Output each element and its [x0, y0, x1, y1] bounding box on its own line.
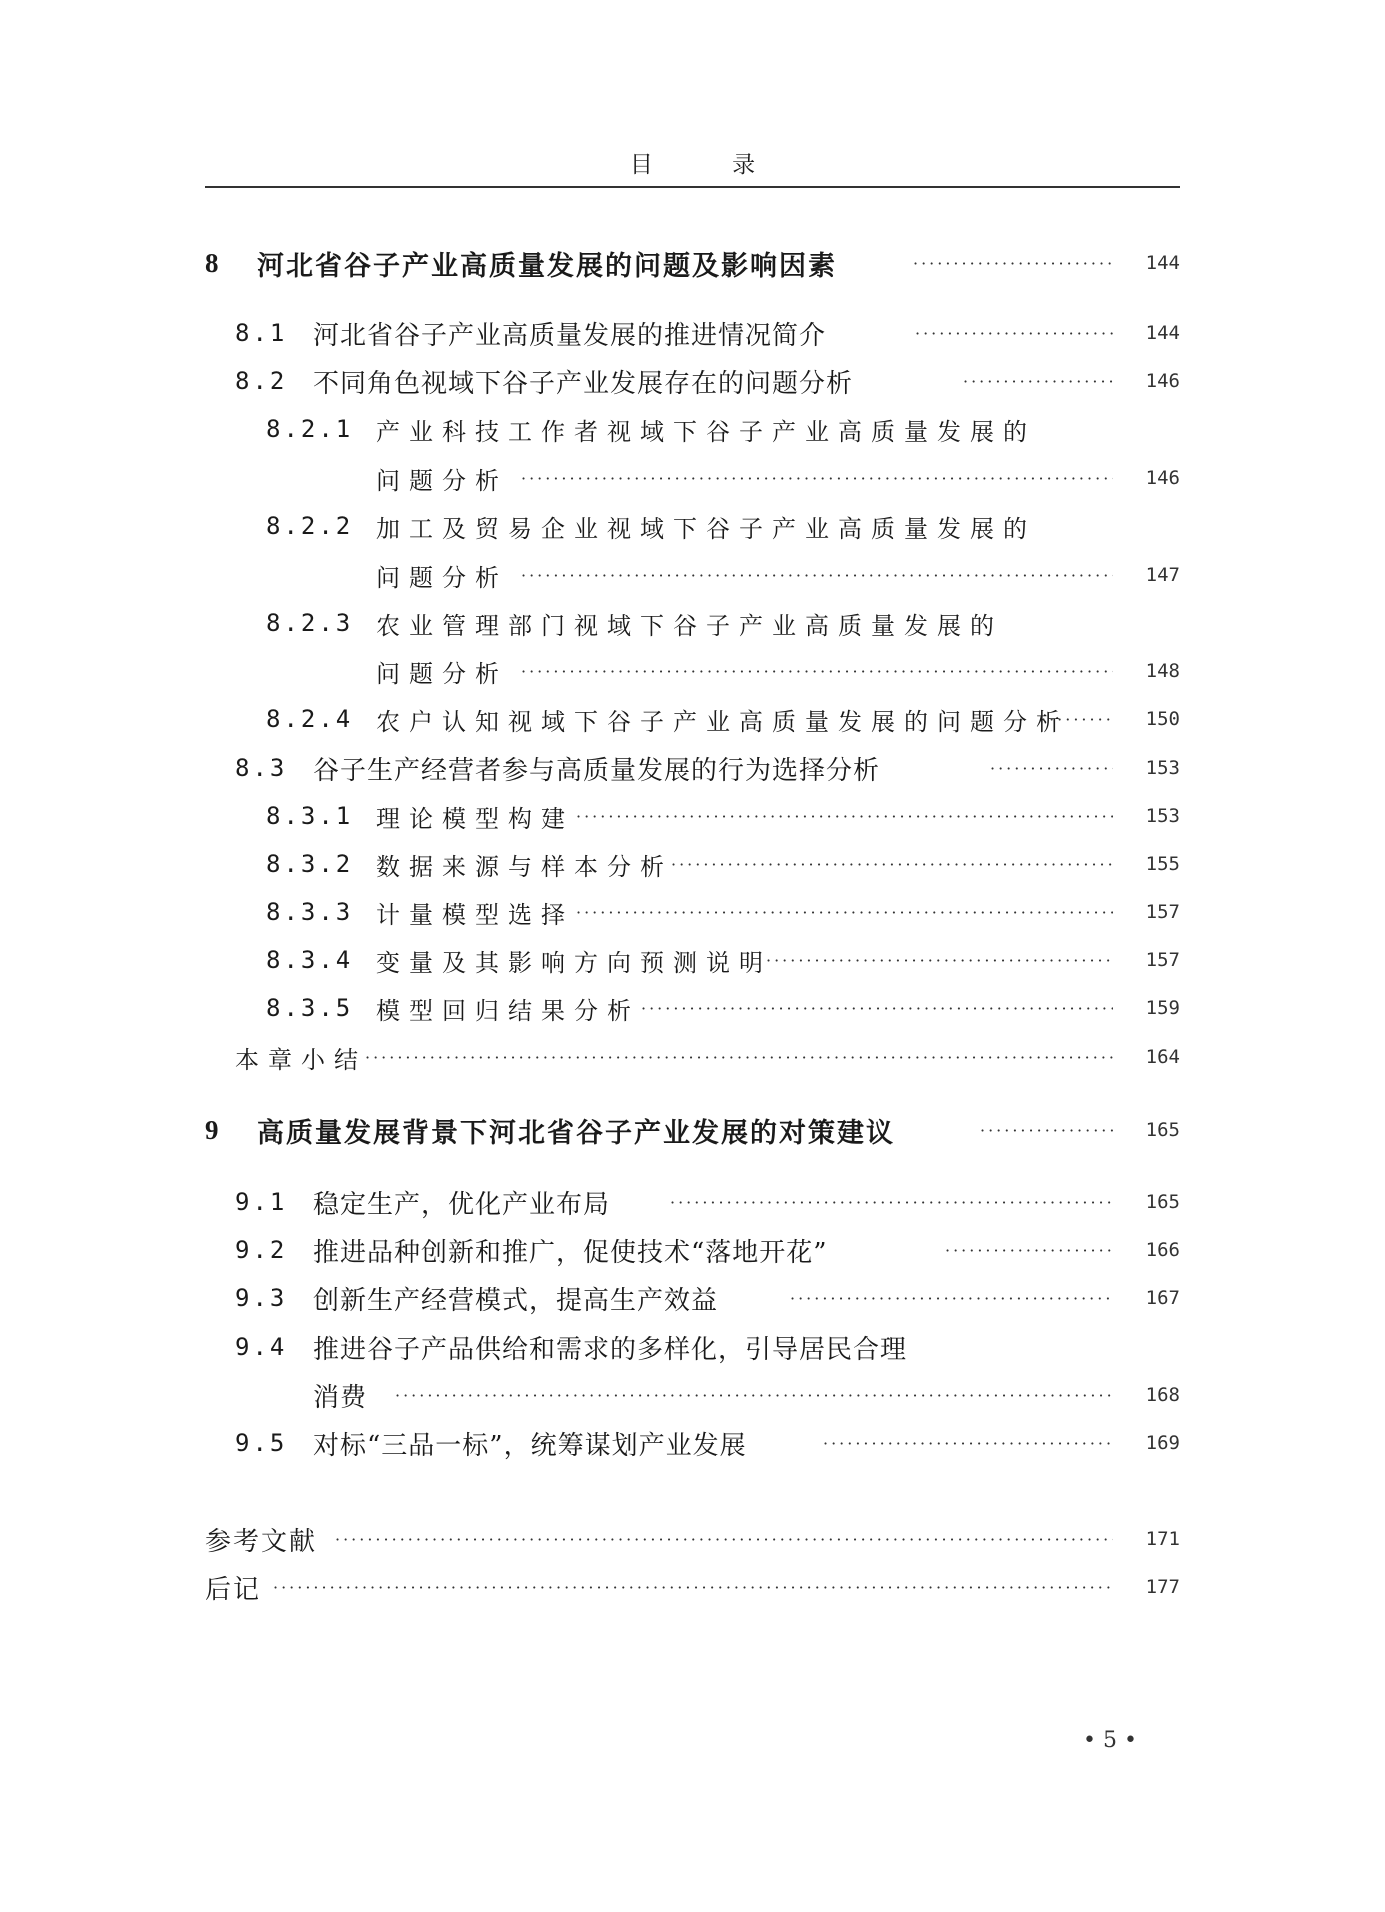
toc-entry-subsection-8-2-2[interactable] [266, 508, 1180, 544]
toc-entry-continuation [266, 557, 1180, 593]
toc-entry-title: 模型回归结果分析 [376, 996, 640, 1025]
toc-entry-page: 169 [1145, 1432, 1180, 1454]
toc-entry-subsection-8-3-1[interactable] [266, 798, 1180, 834]
toc-entry-number: 9.4 [235, 1333, 288, 1361]
toc-entry-title: 变量及其影响方向预测说明 [376, 948, 772, 977]
dot-leader [963, 363, 1113, 399]
toc-entry-page: 164 [1145, 1046, 1180, 1068]
toc-entry-page: 171 [1145, 1528, 1180, 1550]
toc-entry-page: 157 [1145, 901, 1180, 923]
toc-entry-title: 理论模型构建 [376, 804, 574, 833]
header-title: 目 录 [629, 152, 792, 178]
toc-entry-number: 8.3.3 [266, 898, 354, 926]
toc-entry-section-8-2[interactable] [235, 363, 1180, 399]
toc-entry-title-continued: 问题分析 [376, 563, 508, 592]
dot-leader [521, 557, 1113, 593]
toc-entry-title: 产业科技工作者视域下谷子产业高质量发展的 [376, 417, 1036, 446]
toc-entry-page: 153 [1145, 757, 1180, 779]
toc-entry-number: 8.2.3 [266, 609, 354, 637]
toc-entry-number: 8.3.1 [266, 802, 354, 830]
toc-entry-title: 谷子生产经营者参与高质量发展的行为选择分析 [313, 755, 881, 786]
dot-leader [990, 750, 1113, 786]
dot-leader [273, 1569, 1113, 1605]
page-number: • 5 • [1083, 1728, 1137, 1753]
toc-entry-references[interactable] [205, 1521, 1180, 1557]
toc-entry-section-8-3[interactable] [235, 750, 1180, 786]
toc-entry-title: 后记 [205, 1574, 262, 1605]
toc-entry-page: 147 [1145, 564, 1180, 586]
toc-entry-page: 148 [1145, 660, 1180, 682]
toc-entry-title: 河北省谷子产业高质量发展的推进情况简介 [313, 320, 827, 351]
toc-entry-title: 农业管理部门视域下谷子产业高质量发展的 [376, 611, 1003, 640]
toc-entry-page: 167 [1145, 1287, 1180, 1309]
dot-leader [670, 1184, 1113, 1220]
toc-entry-page: 150 [1145, 708, 1180, 730]
toc-entry-page: 165 [1145, 1119, 1180, 1141]
toc-entry-title: 加工及贸易企业视域下谷子产业高质量发展的 [376, 514, 1036, 543]
toc-entry-title: 稳定生产，优化产业布局 [313, 1189, 611, 1220]
dot-leader [790, 1280, 1113, 1316]
toc-entry-title: 本章小结 [235, 1045, 367, 1074]
toc-entry-subsection-8-3-3[interactable] [266, 894, 1180, 930]
toc-entry-title: 不同角色视域下谷子产业发展存在的问题分析 [313, 368, 854, 399]
dot-leader [641, 990, 1113, 1026]
toc-entry-number: 8.3.5 [266, 994, 354, 1022]
toc-entry-section-8-1[interactable] [235, 315, 1180, 351]
toc-entry-section-9-5[interactable] [235, 1425, 1180, 1461]
toc-entry-section-9-2[interactable] [235, 1232, 1180, 1268]
toc-entry-number: 9.5 [235, 1429, 288, 1457]
toc-entry-continuation [266, 653, 1180, 689]
toc-entry-subsection-8-2-3[interactable] [266, 605, 1180, 641]
toc-entry-title: 对标“三品一标”，统筹谋划产业发展 [313, 1430, 747, 1461]
toc-entry-number: 8 [205, 247, 219, 278]
toc-entry-number: 9 [205, 1114, 219, 1145]
toc-entry-number: 8.2.2 [266, 512, 354, 540]
toc-entry-number: 8.3.2 [266, 850, 354, 878]
toc-entry-number: 9.2 [235, 1236, 288, 1264]
toc-entry-page: 146 [1145, 370, 1180, 392]
toc-entry-title: 推进品种创新和推广，促使技术“落地开花” [313, 1237, 828, 1268]
dot-leader [521, 460, 1113, 496]
toc-entry-page: 159 [1145, 997, 1180, 1019]
toc-entry-page: 165 [1145, 1191, 1180, 1213]
dot-leader [335, 1521, 1113, 1557]
toc-entry-subsection-8-3-2[interactable] [266, 846, 1180, 882]
toc-entry-number: 8.1 [235, 319, 288, 347]
toc-entry-page: 157 [1145, 949, 1180, 971]
dot-leader [913, 245, 1113, 281]
toc-entry-number: 9.3 [235, 1284, 288, 1312]
toc-entry-page: 177 [1145, 1576, 1180, 1598]
toc-entry-title-continued: 问题分析 [376, 466, 508, 495]
toc-entry-title: 河北省谷子产业高质量发展的问题及影响因素 [257, 250, 837, 282]
toc-entry-page: 166 [1145, 1239, 1180, 1261]
toc-entry-page: 168 [1145, 1384, 1180, 1406]
dot-leader [980, 1112, 1113, 1148]
toc-entry-page: 144 [1145, 252, 1180, 274]
toc-entry-number: 8.2.1 [266, 415, 354, 443]
toc-entry-title: 推进谷子产品供给和需求的多样化，引导居民合理 [313, 1334, 908, 1365]
toc-entry-continuation [266, 460, 1180, 496]
toc-entry-title: 计量模型选择 [376, 900, 574, 929]
dot-leader [576, 798, 1113, 834]
toc-entry-page: 155 [1145, 853, 1180, 875]
toc-entry-title: 数据来源与样本分析 [376, 852, 673, 881]
toc-entry-subsection-8-2-1[interactable] [266, 411, 1180, 447]
dot-leader [671, 846, 1113, 882]
toc-entry-page: 146 [1145, 467, 1180, 489]
toc-entry-title: 农户认知视域下谷子产业高质量发展的问题分析 [376, 707, 1069, 736]
toc-entry-page: 153 [1145, 805, 1180, 827]
dot-leader [766, 942, 1113, 978]
toc-entry-subsection-8-2-4[interactable] [266, 701, 1180, 737]
dot-leader [576, 894, 1113, 930]
toc-entry-subsection-8-3-5[interactable] [266, 990, 1180, 1026]
dot-leader [945, 1232, 1113, 1268]
toc-entry-title: 创新生产经营模式，提高生产效益 [313, 1285, 719, 1316]
toc-entry-title-continued: 问题分析 [376, 659, 508, 688]
toc-entry-number: 8.2.4 [266, 705, 354, 733]
dot-leader [521, 653, 1113, 689]
toc-entry-number: 8.3.4 [266, 946, 354, 974]
toc-entry-number: 9.1 [235, 1188, 288, 1216]
toc-entry-chapter-summary[interactable] [235, 1039, 1180, 1075]
dot-leader [395, 1377, 1113, 1413]
dot-leader [823, 1425, 1113, 1461]
toc-entry-title: 参考文献 [205, 1526, 318, 1557]
dot-leader [1041, 701, 1113, 737]
toc-entry-continuation [235, 1377, 1180, 1413]
toc-entry-number: 8.3 [235, 754, 288, 782]
toc-entry-title: 高质量发展背景下河北省谷子产业发展的对策建议 [257, 1117, 895, 1149]
toc-entry-page: 144 [1145, 322, 1180, 344]
toc-entry-section-9-3[interactable] [235, 1280, 1180, 1316]
toc-entry-title-continued: 消费 [313, 1382, 368, 1413]
toc-entry-section-9-4[interactable] [235, 1329, 1180, 1365]
toc-entry-afterword[interactable] [205, 1569, 1180, 1605]
toc-entry-chapter-9[interactable] [205, 1112, 1180, 1148]
toc-entry-number: 8.2 [235, 367, 288, 395]
dot-leader [365, 1039, 1113, 1075]
toc-entry-section-9-1[interactable] [235, 1184, 1180, 1220]
dot-leader [915, 315, 1113, 351]
toc-entry-subsection-8-3-4[interactable] [266, 942, 1180, 978]
toc-entry-chapter-8[interactable] [205, 245, 1180, 281]
